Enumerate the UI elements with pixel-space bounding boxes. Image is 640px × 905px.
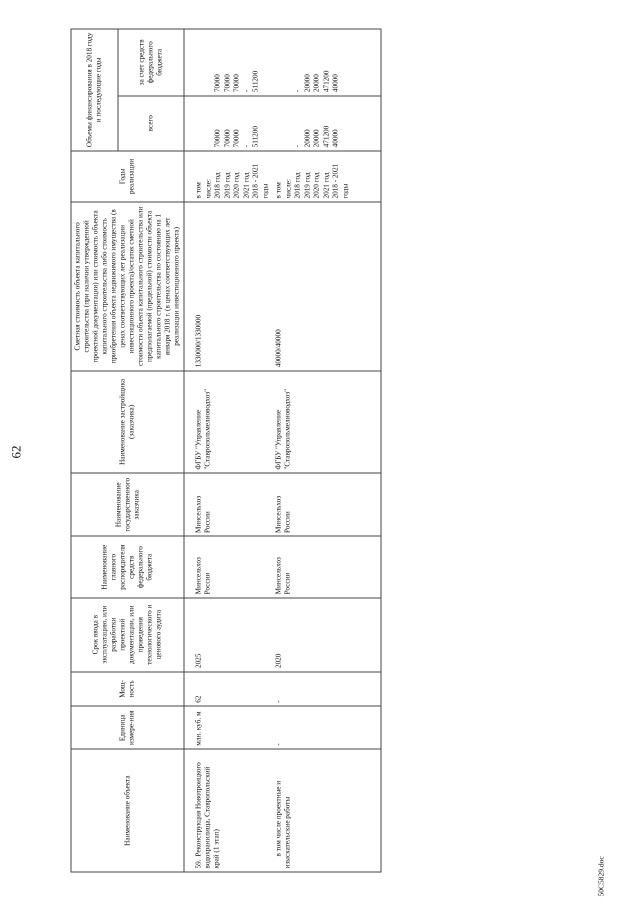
years-cell — [184, 151, 273, 202]
year-label: 2021 год — [242, 172, 250, 199]
year-label: годы — [341, 183, 349, 199]
total-value — [204, 99, 214, 147]
total-value: 70000 — [213, 129, 222, 148]
year-label: в том — [194, 182, 203, 199]
year-label: 2018 год — [293, 172, 302, 199]
total-value: - — [242, 144, 250, 148]
object-name-cell — [184, 749, 273, 872]
federal-cell — [184, 29, 273, 96]
total-cell — [184, 96, 273, 151]
federal-value — [195, 33, 205, 93]
year-label: в том — [274, 182, 283, 199]
object-name: в том числе проектные и изыскательские работы — [274, 780, 292, 869]
header-developer: Наименование застройщика (заказчика) — [71, 371, 184, 473]
rotated-document-page — [1, 0, 640, 905]
year-label: числе: — [204, 179, 212, 199]
header-federal: за счет средств федерального бюджета — [118, 29, 184, 96]
federal-value: 70000 — [223, 74, 231, 93]
federal-value: - — [242, 89, 250, 93]
header-customer: Наименование государственного заказчика — [71, 473, 184, 536]
capacity-cell: - — [273, 672, 382, 707]
header-deadline: Срок ввода в эксплуатацию, или разработки проектной документации, или проведения технологического и ценового аудита — [71, 598, 184, 672]
total-value: 70000 — [223, 129, 231, 148]
federal-value: 70000 — [213, 74, 222, 93]
header-unit: Единица измере-ния — [71, 706, 184, 749]
year-label: 2018 год — [213, 172, 222, 199]
object-name: Реконструкция Новотроицкого водохранилища, Ставропольский край (1 этап) — [194, 762, 221, 869]
year-label: 2020 год — [232, 172, 241, 199]
total-value: 20000 — [312, 129, 321, 148]
manager-cell: Минсельхоз России — [184, 536, 273, 597]
header-years: Годы реализации — [71, 151, 184, 202]
table-row — [184, 29, 273, 872]
federal-value — [261, 33, 271, 93]
customer-cell: Минсельхоз России — [184, 473, 273, 536]
years-cell — [273, 151, 382, 202]
total-value — [261, 99, 271, 147]
year-label: 2018 - 2021 — [331, 163, 340, 199]
total-cell — [273, 96, 382, 151]
developer-cell: ФГБУ "Управление "Ставропольмелиоводхоз" — [273, 371, 382, 473]
year-label: 2019 год — [303, 172, 311, 199]
federal-value — [284, 33, 294, 93]
header-cost: Сметная стоимость объекта капитального строительства (при наличии утвержденной проектной документации) или стоимость объекта капитального строительства либо стоимость приобретения объекта недвижимого имущества (в ценах соответствующих лет реализации инвестиционного проекта)/остаток сметной стоимости объекта капитального строительства или предполагаемой (предельной) стоимости объекта капитального строительства по состоянию на 1 января 2018 г. (в ценах соответствующих лет реализации инвестиционного проекта) — [71, 202, 184, 371]
developer-cell: ФГБУ "Управление "Ставропольмелиоводхоз" — [184, 371, 273, 473]
deadline-cell: 2025 — [184, 598, 273, 672]
header-financing: Объемы финансирования в 2018 году и последующие годы — [71, 29, 118, 151]
federal-value: 471200 — [322, 70, 330, 93]
year-label: 2020 год — [312, 172, 321, 199]
total-value: 70000 — [232, 129, 241, 148]
file-name: 50С5829.doc — [596, 856, 606, 897]
federal-value: 40000 — [331, 74, 340, 93]
total-value — [341, 99, 351, 147]
deadline-cell: 2020 — [273, 598, 382, 672]
federal-value: 70000 — [232, 74, 241, 93]
total-value: - — [293, 144, 302, 148]
federal-cell — [273, 29, 382, 96]
total-value: 471200 — [322, 125, 330, 148]
header-name: Наименование объекта — [71, 749, 184, 872]
total-value: 40000 — [331, 129, 340, 148]
header-total: всего — [118, 96, 184, 151]
unit-cell: - — [273, 706, 382, 749]
header-manager: Наименование главного распорядителя средств федерального бюджета — [71, 536, 184, 597]
total-value — [195, 99, 205, 147]
federal-value: 20000 — [303, 74, 311, 93]
year-label: 2021 год — [322, 172, 330, 199]
year-label: 2019 год — [223, 172, 231, 199]
year-label: числе: — [284, 179, 292, 199]
row-number: 59. — [194, 859, 203, 869]
cost-cell: 1330000/1330000 — [184, 202, 273, 371]
table-row — [273, 29, 382, 872]
federal-value — [204, 33, 214, 93]
total-value: 511200 — [251, 126, 260, 148]
investment-projects-table — [71, 29, 382, 873]
year-label: 2018 - 2021 — [251, 163, 260, 199]
federal-value: - — [293, 89, 302, 93]
federal-value — [275, 33, 285, 93]
capacity-cell: 62 — [184, 672, 273, 707]
federal-value: 511200 — [251, 70, 260, 93]
total-value: 20000 — [303, 129, 311, 148]
federal-value: 20000 — [312, 74, 321, 93]
cost-cell: 40000/40000 — [273, 202, 382, 371]
unit-cell: млн. куб. м — [184, 706, 273, 749]
federal-value — [341, 33, 351, 93]
total-value — [275, 99, 285, 147]
header-capacity: Мощ-ность — [71, 672, 184, 707]
manager-cell: Минсельхоз России — [273, 536, 382, 597]
total-value — [284, 99, 294, 147]
page-number: 62 — [8, 445, 24, 459]
object-name-cell — [273, 749, 382, 872]
year-label: годы — [261, 183, 269, 199]
customer-cell: Минсельхоз России — [273, 473, 382, 536]
